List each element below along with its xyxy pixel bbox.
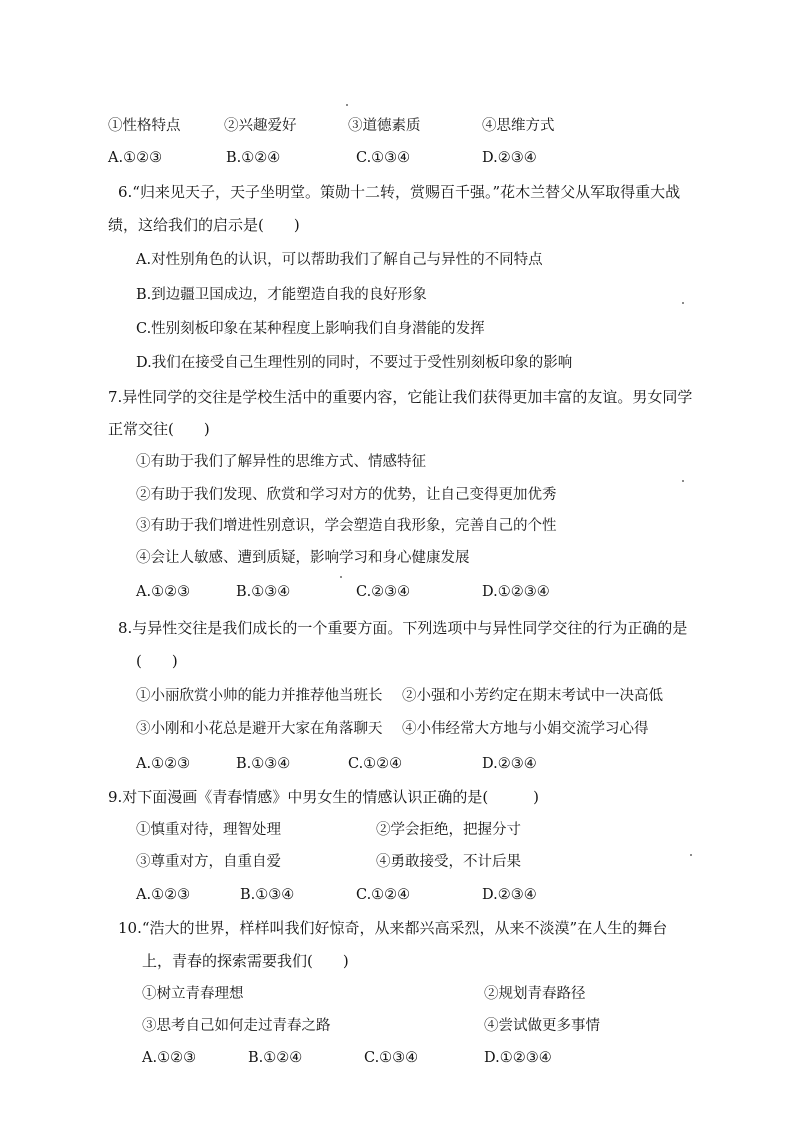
- q10-choice-a: A.①②③: [142, 1050, 197, 1066]
- q9-item-1: ①慎重对待，理智处理: [136, 822, 281, 838]
- q6-option-a: A.对性别角色的认识，可以帮助我们了解自己与异性的不同特点: [136, 252, 543, 268]
- q7-choice-d: D.①②③④: [482, 584, 550, 600]
- q10-choice-d: D.①②③④: [484, 1050, 552, 1066]
- q9-choice-b: B.①③④: [240, 887, 295, 903]
- q5-choice-c: C.①③④: [356, 150, 411, 166]
- q6-stem-line2: 绩，这给我们的启示是( ): [108, 216, 300, 234]
- q9-choice-a: A.①②③: [136, 887, 191, 903]
- q8-choice-a: A.①②③: [136, 756, 191, 772]
- scan-speck: [346, 104, 348, 106]
- q6-option-d: D.我们在接受自己生理性别的同时，不要过于受性别刻板印象的影响: [136, 355, 573, 371]
- q7-stem-line1: 7.异性同学的交往是学校生活中的重要内容，它能让我们获得更加丰富的友谊。男女同学: [108, 388, 693, 406]
- q5-choice-a: A.①②③: [108, 150, 163, 166]
- q7-choice-c: C.②③④: [356, 584, 411, 600]
- q7-item-2: ②有助于我们发现、欣赏和学习对方的优势，让自己变得更加优秀: [136, 487, 557, 503]
- q5-item-2: ②兴趣爱好: [224, 118, 297, 134]
- q7-choice-b: B.①③④: [236, 584, 291, 600]
- q10-item-4: ④尝试做更多事情: [484, 1018, 600, 1034]
- scan-speck: [682, 480, 684, 482]
- q8-item-1: ①小丽欣赏小帅的能力并推荐他当班长: [136, 688, 383, 704]
- q8-stem-line2: ( ): [136, 652, 178, 670]
- q8-item-4: ④小伟经常大方地与小娟交流学习心得: [402, 721, 649, 737]
- q8-choice-c: C.①②④: [348, 756, 403, 772]
- q6-stem-line1: 6.“归来见天子，天子坐明堂。策勋十二转，赏赐百千强。”花木兰替父从军取得重大战: [118, 183, 681, 201]
- q10-item-3: ③思考自己如何走过青春之路: [142, 1018, 331, 1034]
- q8-choice-b: B.①③④: [236, 756, 291, 772]
- q5-choice-b: B.①②④: [226, 150, 281, 166]
- q9-item-3: ③尊重对方，自重自爱: [136, 854, 281, 870]
- q9-item-2: ②学会拒绝，把握分寸: [376, 822, 521, 838]
- q7-item-3: ③有助于我们增进性别意识，学会塑造自我形象，完善自己的个性: [136, 518, 557, 534]
- q9-stem: 9.对下面漫画《青春情感》中男女生的情感认识正确的是( ): [108, 788, 540, 806]
- q8-stem-line1: 8.与异性交往是我们成长的一个重要方面。下列选项中与异性同学交往的行为正确的是: [118, 619, 688, 637]
- q7-item-1: ①有助于我们了解异性的思维方式、情感特征: [136, 454, 426, 470]
- q10-stem-line2: 上，青春的探索需要我们( ): [142, 952, 349, 970]
- q9-item-4: ④勇敢接受，不计后果: [376, 854, 521, 870]
- q10-item-1: ①树立青春理想: [142, 986, 244, 1002]
- scan-speck: [340, 576, 342, 578]
- q7-choice-a: A.①②③: [136, 584, 191, 600]
- q5-item-1: ①性格特点: [108, 118, 181, 134]
- q5-item-3: ③道德素质: [348, 118, 421, 134]
- q6-option-b: B.到边疆卫国成边，才能塑造自我的良好形象: [136, 287, 427, 303]
- q8-choice-d: D.②③④: [482, 756, 537, 772]
- q7-item-4: ④会让人敏感、遭到质疑，影响学习和身心健康发展: [136, 550, 470, 566]
- scan-speck: [690, 854, 692, 856]
- q10-choice-b: B.①②④: [248, 1050, 303, 1066]
- q8-item-2: ②小强和小芳约定在期末考试中一决高低: [402, 688, 663, 704]
- q10-item-2: ②规划青春路径: [484, 986, 586, 1002]
- q9-choice-c: C.①②④: [356, 887, 411, 903]
- q5-item-4: ④思维方式: [482, 118, 555, 134]
- scan-speck: [682, 302, 684, 304]
- q10-stem-line1: 10.“浩大的世界，样样叫我们好惊奇，从来都兴高采烈，从来不淡漠”在人生的舞台: [118, 919, 668, 937]
- q7-stem-line2: 正常交往( ): [108, 420, 210, 438]
- q6-option-c: C.性别刻板印象在某种程度上影响我们自身潜能的发挥: [136, 321, 485, 337]
- q8-item-3: ③小刚和小花总是避开大家在角落聊天: [136, 721, 383, 737]
- q5-choice-d: D.②③④: [482, 150, 537, 166]
- q10-choice-c: C.①③④: [364, 1050, 419, 1066]
- q9-choice-d: D.②③④: [482, 887, 537, 903]
